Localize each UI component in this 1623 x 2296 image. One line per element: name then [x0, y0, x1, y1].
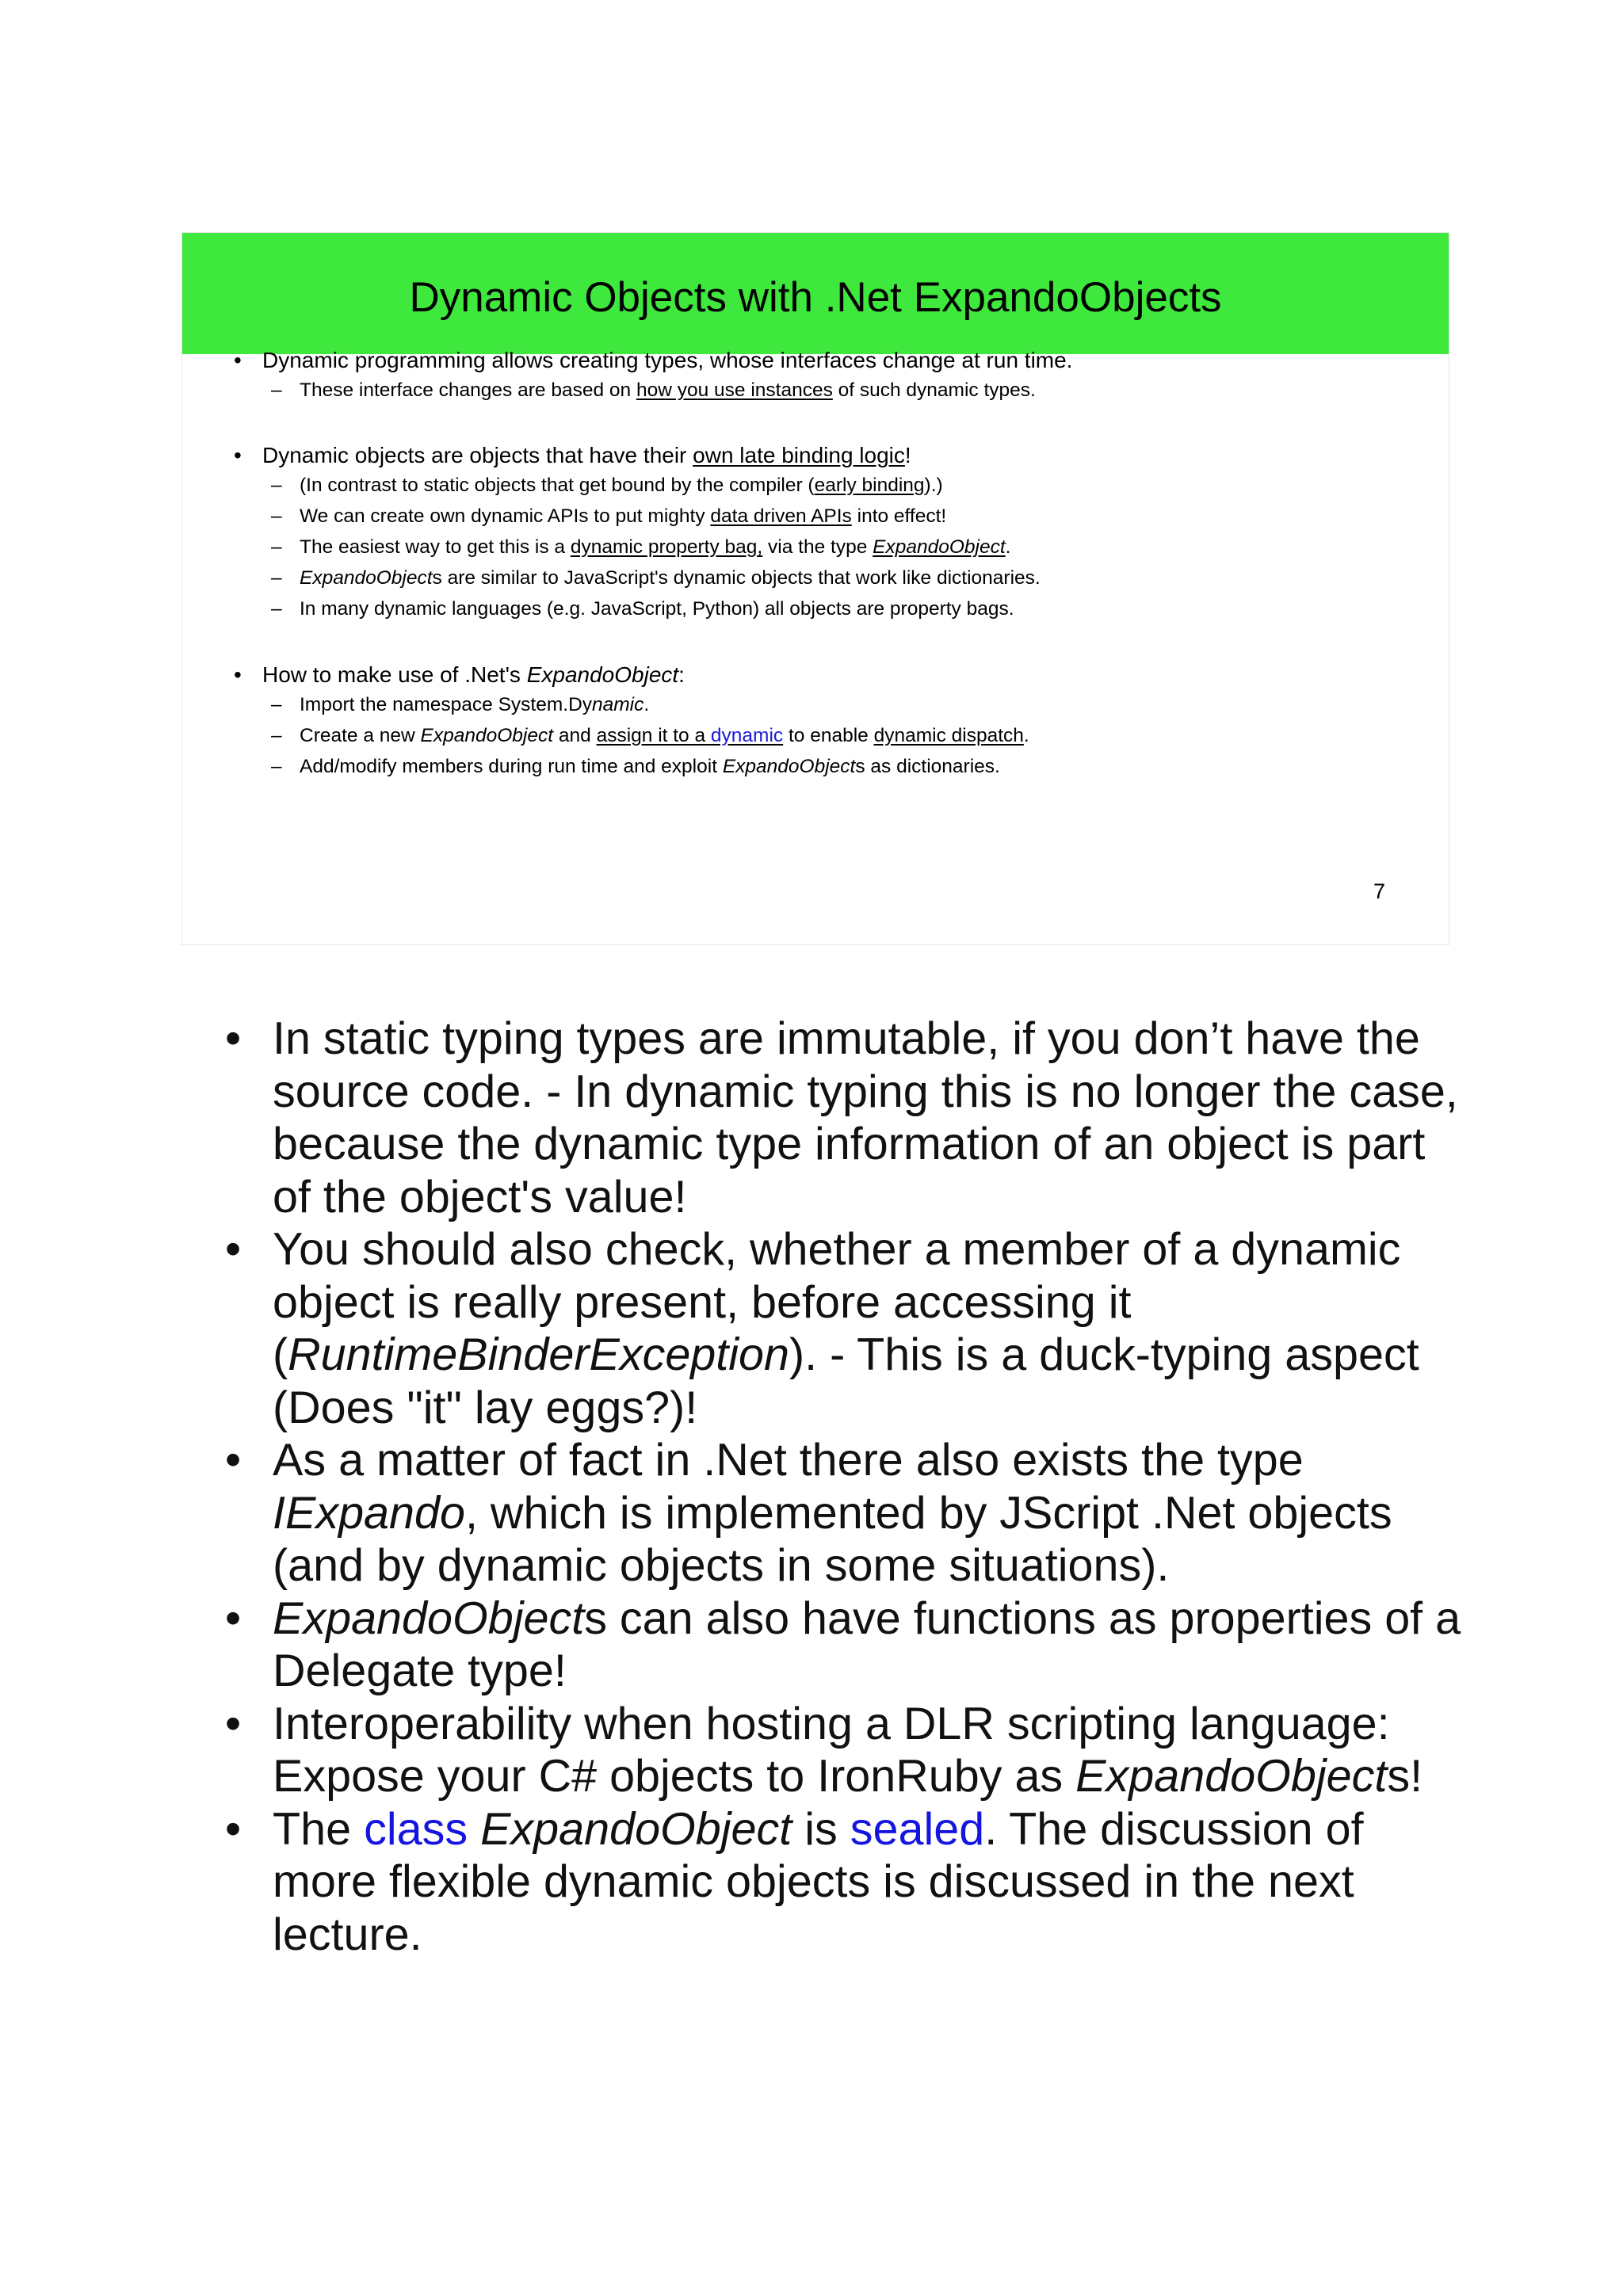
sub-text: Import the namespace System.Dy: [300, 694, 593, 715]
slide-title: Dynamic Objects with .Net ExpandoObjects: [409, 274, 1222, 321]
slide-sub-bullet: [300, 505, 946, 528]
speaker-notes: [225, 1013, 1461, 1961]
slide-sub-bullet: [300, 755, 1000, 779]
note-text: Interoperability when hosting a DLR scripting language: Expose your C# objects to IronRuby as: [273, 1698, 1390, 1802]
note-text: s can also have functions as properties of a Delegate type!: [273, 1592, 1461, 1696]
bullet-text: :: [678, 662, 685, 687]
sub-text: (In contrast to static objects that get bound by the compiler (: [300, 475, 815, 496]
italic-type: ExpandoObject: [1075, 1751, 1388, 1802]
type-name: ExpandoObject: [526, 662, 679, 687]
underlined-term: how you use instances: [636, 379, 833, 401]
slide-bullet-1: [262, 347, 1072, 374]
slide-sub-bullet: [300, 536, 1010, 559]
italic-type: ExpandoObject: [480, 1803, 792, 1855]
note-text: The: [273, 1803, 365, 1855]
sub-text: Create a new: [300, 725, 421, 746]
keyword-sealed: sealed: [850, 1803, 985, 1855]
italic-type: RuntimeBinderException: [288, 1329, 789, 1380]
keyword-class: class: [364, 1803, 468, 1855]
italic-text: namic: [592, 694, 644, 715]
page-number: 7: [1373, 879, 1385, 903]
bullet-text: Dynamic programming allows creating types, whose interfaces change at run time.: [262, 348, 1073, 372]
note-text: s!: [1387, 1751, 1423, 1802]
slide-sub-bullet: [300, 566, 1041, 590]
sub-text: .: [1005, 536, 1011, 558]
underlined-term: data driven APIs: [710, 505, 852, 527]
sub-text: These interface changes are based on: [300, 379, 636, 401]
note-item: [225, 1803, 1461, 1962]
bullet-text: Dynamic objects are objects that have their: [262, 443, 693, 467]
sub-text: Add/modify members during run time and exploit: [300, 756, 723, 777]
note-text: You should also check, whether a member of a dynamic object is really present, before accessing it (: [273, 1224, 1401, 1380]
slide-sub-bullet: [300, 724, 1029, 748]
sub-text: to enable: [783, 725, 874, 746]
underlined-term-text: assign it to a: [596, 725, 711, 746]
sub-text: ).): [924, 475, 943, 496]
underlined-term: [597, 725, 784, 746]
slide-sub-bullet: [300, 597, 1014, 621]
sub-text: .: [1023, 725, 1029, 746]
italic-type: ExpandoObject: [273, 1592, 585, 1644]
note-text: ). - This is a duck-typing aspect (Does "it" lay eggs?)!: [273, 1329, 1419, 1433]
keyword-dynamic: dynamic: [710, 725, 784, 746]
sub-text: The easiest way to get this is a: [300, 536, 571, 558]
sub-text: of such dynamic types.: [832, 379, 1036, 401]
underlined-term: early binding: [814, 475, 925, 496]
slide-sub-bullet: [300, 474, 943, 498]
underlined-term: own late binding logic: [693, 443, 905, 467]
slide-bullet-3: [262, 662, 685, 688]
type-name: ExpandoObject: [300, 567, 433, 589]
sub-text: In many dynamic languages (e.g. JavaScript, Python) all objects are property bags.: [300, 598, 1014, 620]
sub-text: into effect!: [851, 505, 947, 527]
sub-text: .: [643, 694, 650, 715]
note-item: [225, 1698, 1461, 1803]
note-text: , which is implemented by JScript .Net objects (and by dynamic objects in some situations).: [273, 1487, 1392, 1591]
underlined-term: dynamic dispatch: [873, 725, 1024, 746]
note-text: [468, 1804, 480, 1855]
type-name: ExpandoObject: [420, 725, 554, 746]
note-text: As a matter of fact in .Net there also exists the type: [273, 1435, 1304, 1486]
bullet-text: !: [904, 443, 911, 467]
note-item: [225, 1434, 1461, 1592]
note-item: [225, 1223, 1461, 1434]
note-text: is: [792, 1803, 850, 1855]
type-name: ExpandoObject: [873, 536, 1006, 558]
slide: [181, 232, 1449, 945]
note-text: . The discussion of more flexible dynamic objects is discussed in the next lecture.: [273, 1803, 1364, 1960]
note-item: [225, 1592, 1461, 1698]
sub-text: via the type: [762, 536, 873, 558]
slide-header: [182, 233, 1449, 354]
slide-sub-bullet: [300, 379, 1036, 402]
slide-bullet-2: [262, 442, 911, 469]
italic-type: IExpando: [273, 1487, 465, 1539]
note-item: [225, 1013, 1461, 1223]
sub-text: s are similar to JavaScript's dynamic objects that work like dictionaries.: [432, 567, 1041, 589]
underlined-term: dynamic property bag,: [570, 536, 763, 558]
note-text: In static typing types are immutable, if you don’t have the source code. - In dynamic typing this is no longer the case, because the dynamic type information of an object is part of the object's value!: [273, 1013, 1458, 1222]
sub-text: and: [553, 725, 597, 746]
bullet-text: How to make use of .Net's: [262, 662, 527, 687]
sub-text: s as dictionaries.: [855, 756, 1000, 777]
slide-sub-bullet: [300, 693, 649, 717]
type-name: ExpandoObject: [722, 756, 856, 777]
sub-text: We can create own dynamic APIs to put mighty: [300, 505, 711, 527]
